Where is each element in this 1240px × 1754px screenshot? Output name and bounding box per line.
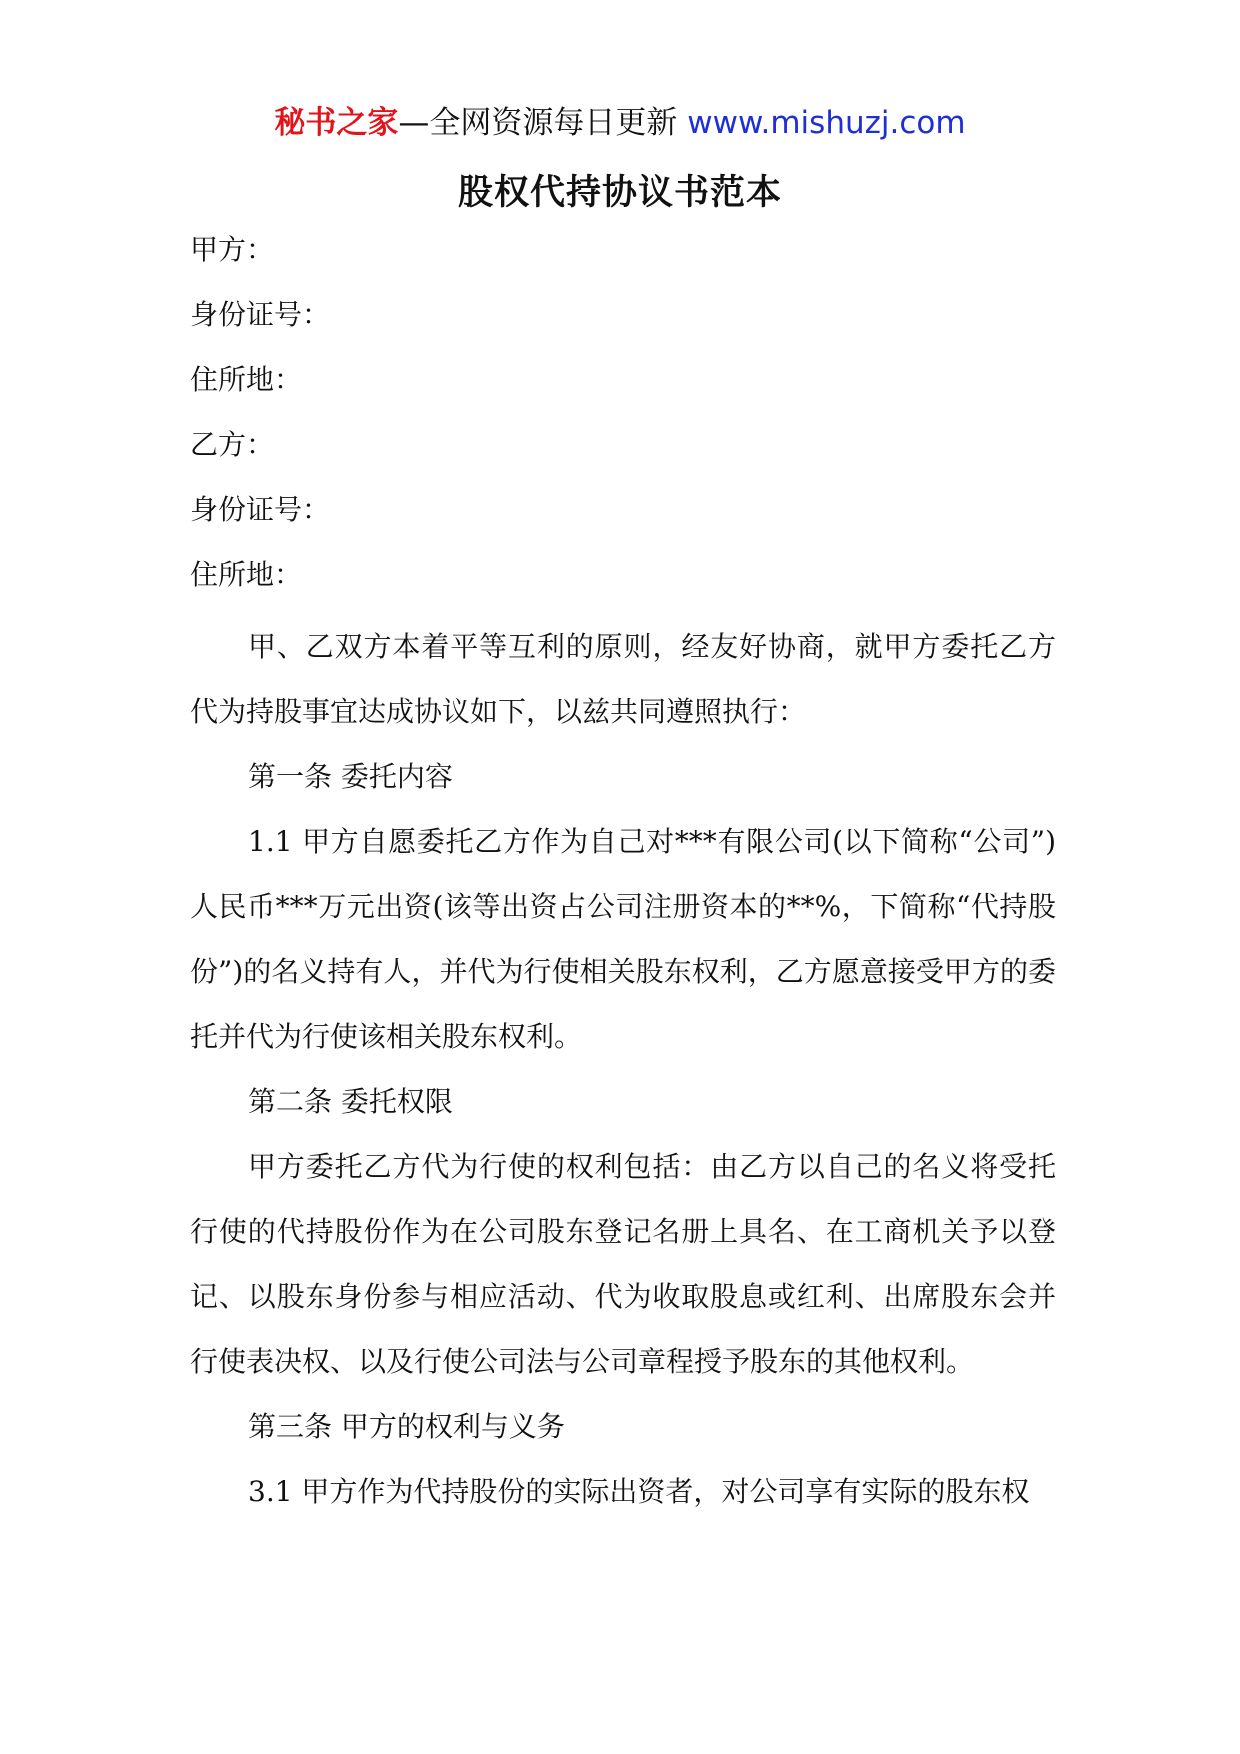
site-header [0,98,1240,148]
party-a-id-label: 身份证号： [190,298,331,331]
party-a-address-label: 住所地： [190,363,303,396]
clause-1-1: 1.1 甲方自愿委托乙方作为自己对***有限公司(以下简称“公司”)人民币***万元出资(该等出资占公司注册资本的**%，下简称“代持股份”)的名义持有人，并代为行使相关股东权利，乙方愿意接受甲方的委托并代为行使该相关股东权利。 [190,825,1056,1053]
article-1-heading: 第一条 委托内容 [248,760,453,793]
article-2-heading: 第二条 委托权限 [248,1085,453,1118]
brand-name: 秘书之家 [274,105,399,141]
article-3-heading: 第三条 甲方的权利与义务 [248,1410,565,1443]
party-b-label: 乙方： [190,428,275,461]
document-body [190,230,1056,1524]
article-2-body: 甲方委托乙方代为行使的权利包括：由乙方以自己的名义将受托行使的代持股份作为在公司股东登记名册上具名、在工商机关予以登记、以股东身份参与相应活动、代为收取股息或红利、出席股东会并行使表决权、以及行使公司法与公司章程授予股东的其他权利。 [190,1150,1056,1378]
website-link[interactable]: www.mishuzj.com [687,105,966,141]
party-a-label: 甲方： [190,233,275,266]
document-title: 股权代持协议书范本 [457,172,782,213]
intro-paragraph: 甲、乙双方本着平等互利的原则，经友好协商，就甲方委托乙方代为持股事宜达成协议如下，以兹共同遵照执行： [190,630,1056,728]
party-b-id-label: 身份证号： [190,493,331,526]
party-b-address-label: 住所地： [190,558,303,591]
clause-3-1: 3.1 甲方作为代持股份的实际出资者，对公司享有实际的股东权 [248,1475,1030,1508]
header-tagline: —全网资源每日更新 [398,105,688,141]
